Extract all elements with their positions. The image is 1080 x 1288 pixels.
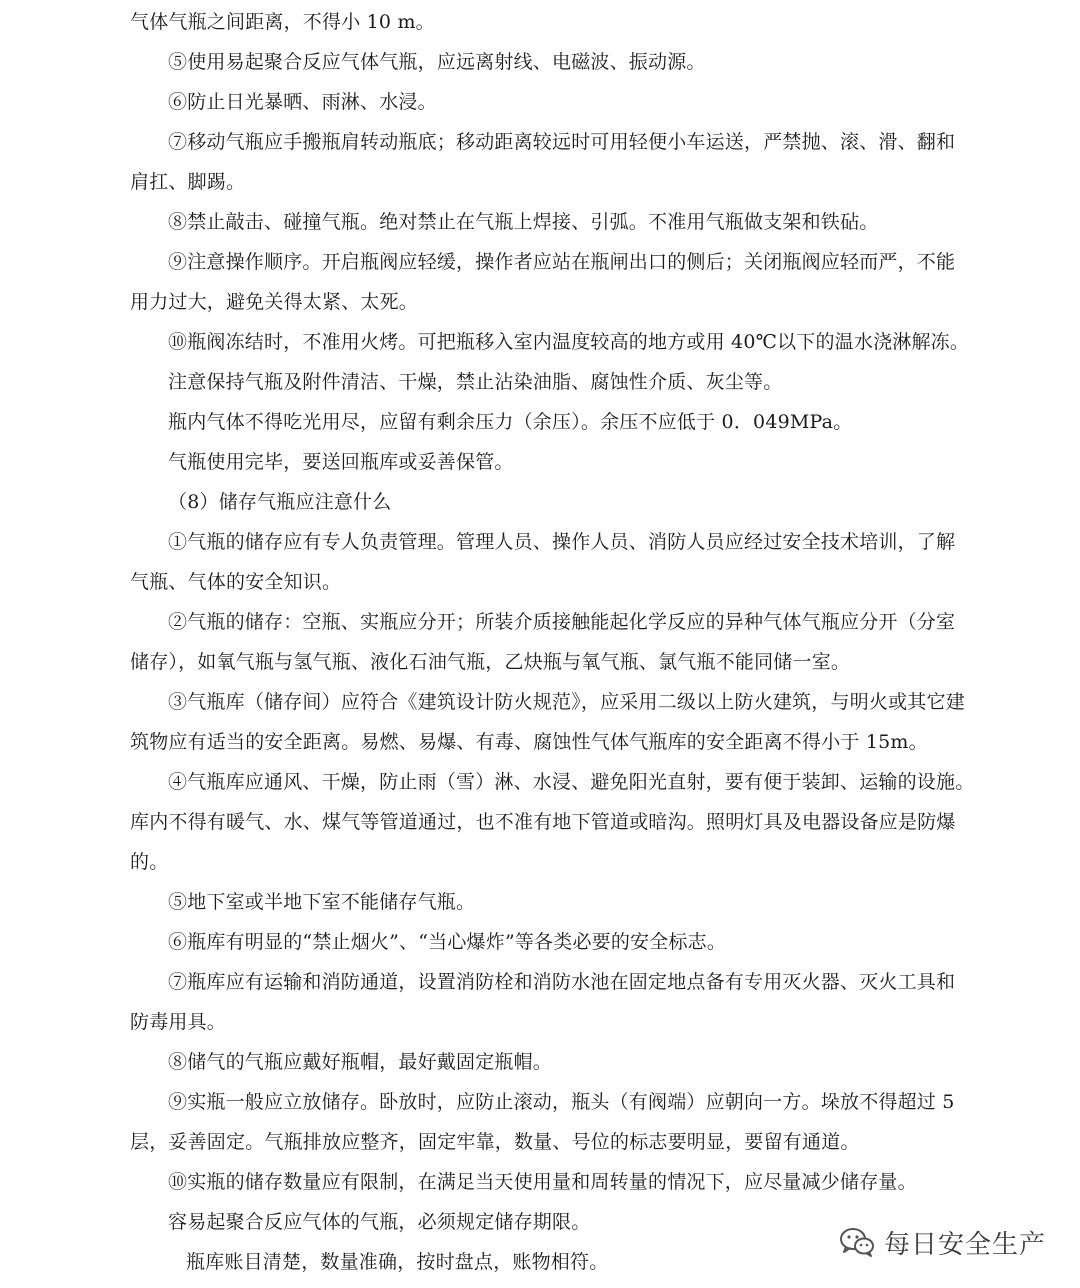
text-line: ⑨实瓶一般应立放储存。卧放时，应防止滚动，瓶头（有阀端）应朝向一方。垛放不得超过 5 bbox=[168, 1091, 955, 1113]
text-line: 气瓶使用完毕，要送回瓶库或妥善保管。 bbox=[168, 451, 514, 473]
text-line: 库内不得有暖气、水、煤气等管道通过，也不准有地下管道或暗沟。照明灯具及电器设备应是防爆 bbox=[130, 811, 956, 833]
text-line: 筑物应有适当的安全距离。易燃、易爆、有毒、腐蚀性气体气瓶库的安全距离不得小于 15m。 bbox=[130, 731, 928, 753]
text-line: 容易起聚合反应气体的气瓶，必须规定储存期限。 bbox=[168, 1211, 591, 1233]
text-line: ⑨注意操作顺序。开启瓶阀应轻缓，操作者应站在瓶闸出口的侧后；关闭瓶阀应轻而严，不能 bbox=[168, 251, 956, 273]
text-line: 储存），如氧气瓶与氢气瓶、液化石油气瓶，乙炔瓶与氧气瓶、氯气瓶不能同储一室。 bbox=[130, 651, 851, 673]
text-line: 防毒用具。 bbox=[130, 1011, 227, 1033]
text-line: 肩扛、脚踢。 bbox=[130, 171, 246, 193]
text-line: ③气瓶库（储存间）应符合《建筑设计防火规范》，应采用二级以上防火建筑，与明火或其它建 bbox=[168, 691, 965, 713]
text-line: 瓶内气体不得吃光用尽，应留有剩余压力（余压）。余压不应低于 0．049MPa。 bbox=[168, 411, 853, 433]
text-line: 的。 bbox=[130, 851, 169, 873]
text-line: ⑧储气的气瓶应戴好瓶帽，最好戴固定瓶帽。 bbox=[168, 1051, 553, 1073]
text-line: 气瓶、气体的安全知识。 bbox=[130, 571, 342, 593]
text-line: ⑤使用易起聚合反应气体气瓶，应远离射线、电磁波、振动源。 bbox=[168, 51, 706, 73]
text-line: ⑦瓶库应有运输和消防通道，设置消防栓和消防水池在固定地点备有专用灭火器、灭火工具和 bbox=[168, 971, 956, 993]
text-line: ⑧禁止敲击、碰撞气瓶。绝对禁止在气瓶上焊接、引弧。不准用气瓶做支架和铁砧。 bbox=[168, 211, 879, 233]
text-line: ⑤地下室或半地下室不能储存气瓶。 bbox=[168, 891, 476, 913]
text-line: 用力过大，避免关得太紧、太死。 bbox=[130, 291, 419, 313]
section-heading: （8）储存气瓶应注意什么 bbox=[168, 491, 392, 513]
watermark bbox=[838, 1224, 1046, 1260]
text-line: 气体气瓶之间距离，不得小 10 m。 bbox=[130, 11, 435, 33]
text-line: ⑩瓶阀冻结时，不准用火烤。可把瓶移入室内温度较高的地方或用 40℃以下的温水浇淋解冻。 bbox=[168, 331, 970, 353]
text-line: ⑦移动气瓶应手搬瓶肩转动瓶底；移动距离较远时可用轻便小车运送，严禁抛、滚、滑、翻和 bbox=[168, 131, 956, 153]
text-line: ①气瓶的储存应有专人负责管理。管理人员、操作人员、消防人员应经过安全技术培训，了解 bbox=[168, 531, 956, 553]
wechat-icon bbox=[838, 1226, 876, 1258]
text-line: ⑩实瓶的储存数量应有限制，在满足当天使用量和周转量的情况下，应尽量减少储存量。 bbox=[168, 1171, 917, 1193]
text-line: ⑥瓶库有明显的“禁止烟火”、“当心爆炸”等各类必要的安全标志。 bbox=[168, 931, 727, 953]
text-line: ②气瓶的储存：空瓶、实瓶应分开；所装介质接触能起化学反应的异种气体气瓶应分开（分室 bbox=[168, 611, 956, 633]
text-line: ④气瓶库应通风、干燥，防止雨（雪）淋、水浸、避免阳光直射，要有便于装卸、运输的设施。 bbox=[168, 771, 975, 793]
text-line: 层，妥善固定。气瓶排放应整齐，固定牢靠，数量、号位的标志要明显，要留有通道。 bbox=[130, 1131, 860, 1153]
text-line: 注意保持气瓶及附件清洁、干燥，禁止沾染油脂、腐蚀性介质、灰尘等。 bbox=[168, 371, 783, 393]
text-line: 瓶库账目清楚，数量准确，按时盘点，账物相符。 bbox=[186, 1251, 609, 1273]
watermark-text: 每日安全生产 bbox=[883, 1229, 1046, 1260]
text-line: ⑥防止日光暴晒、雨淋、水浸。 bbox=[168, 91, 437, 113]
